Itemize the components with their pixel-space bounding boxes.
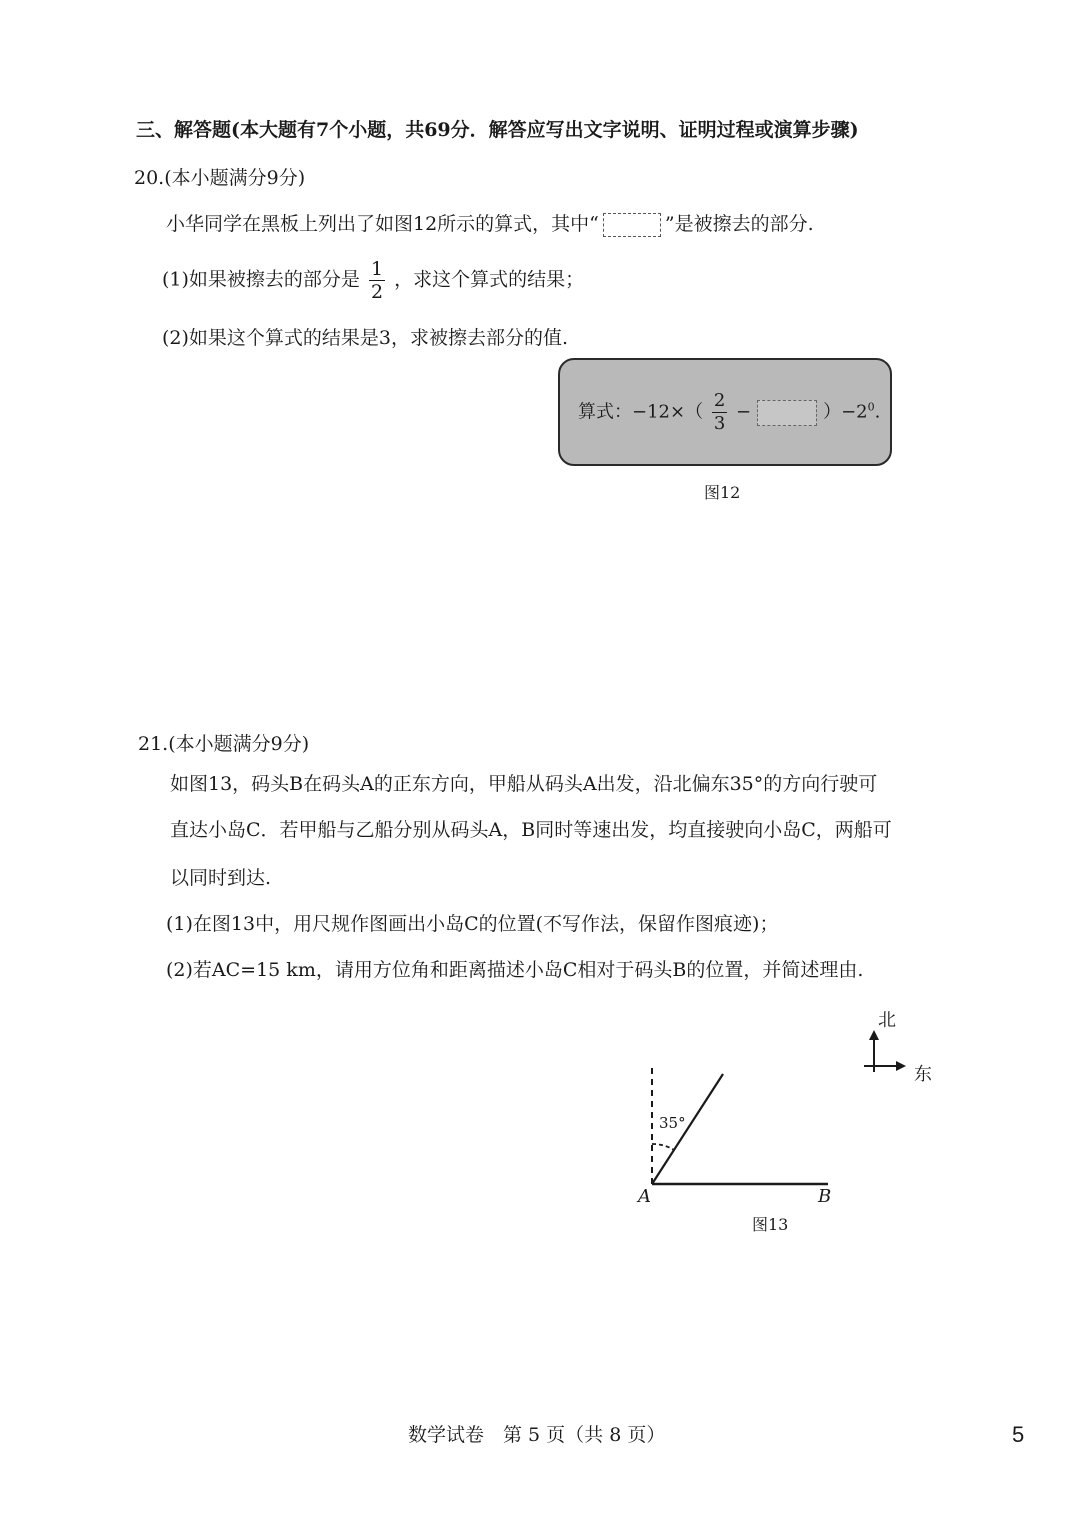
fraction-denominator: 2 <box>370 281 384 303</box>
q21-part2: (2)若AC=15 km，请用方位角和距离描述小岛C相对于码头B的位置，并简述理由. <box>166 959 864 981</box>
formula-label: 算式： <box>578 401 632 423</box>
compass-arrows-icon <box>864 1030 906 1072</box>
formula-end: . <box>874 401 881 423</box>
formula-exponent: 0 <box>867 400 875 414</box>
erased-box-icon <box>603 213 661 237</box>
figure13-diagram <box>600 1000 960 1240</box>
erased-area-icon <box>757 400 817 426</box>
angle-arc <box>652 1144 674 1150</box>
blackboard-figure <box>558 358 892 466</box>
q20-title: 20.(本小题满分9分) <box>134 167 306 189</box>
q20-part1-after: ，求这个算式的结果； <box>394 268 585 291</box>
formula-part1: −12×（ <box>632 401 704 423</box>
angle-label: 35° <box>659 1114 686 1132</box>
q20-intro <box>166 212 814 237</box>
point-b-label: B <box>818 1186 832 1207</box>
q21-title: 21.(本小题满分9分) <box>138 733 310 755</box>
q20-intro-before: 小华同学在黑板上列出了如图12所示的算式，其中“ <box>166 213 599 235</box>
figure12-caption: 图12 <box>704 483 741 502</box>
footer-page-info: 数学试卷 第 5 页（共 8 页） <box>408 1424 666 1446</box>
fraction-numerator: 1 <box>370 258 384 280</box>
formula-fraction-numerator: 2 <box>713 390 726 411</box>
q20-part1 <box>162 258 584 303</box>
q21-line1: 如图13，码头B在码头A的正东方向，甲船从码头A出发，沿北偏东35°的方向行驶可 <box>170 773 878 795</box>
q21-part1: (1)在图13中，用尺规作图画出小岛C的位置(不写作法，保留作图痕迹)； <box>166 913 779 935</box>
section-heading: 三、解答题(本大题有7个小题，共69分．解答应写出文字说明、证明过程或演算步骤) <box>136 119 859 141</box>
q21-line3: 以同时到达. <box>170 867 272 889</box>
page-number: 5 <box>1012 1422 1025 1447</box>
blackboard-formula <box>578 390 880 435</box>
point-a-label: A <box>638 1186 651 1207</box>
compass-east-label: 东 <box>914 1064 932 1085</box>
q20-intro-after: ”是被擦去的部分. <box>664 213 814 235</box>
q20-part1-fraction <box>369 258 385 303</box>
formula-part2: ）−2 <box>823 401 868 423</box>
q20-part1-before: (1)如果被擦去的部分是 <box>162 268 360 291</box>
q20-part2: (2)如果这个算式的结果是3，求被擦去部分的值. <box>162 327 569 349</box>
formula-fraction-denominator: 3 <box>713 413 726 434</box>
compass-north-label: 北 <box>878 1010 896 1031</box>
figure13-caption: 图13 <box>752 1215 789 1234</box>
q21-line2: 直达小岛C．若甲船与乙船分别从码头A，B同时等速出发，均直接驶向小岛C，两船可 <box>170 819 892 841</box>
formula-minus: − <box>736 401 752 423</box>
formula-fraction <box>712 390 727 435</box>
